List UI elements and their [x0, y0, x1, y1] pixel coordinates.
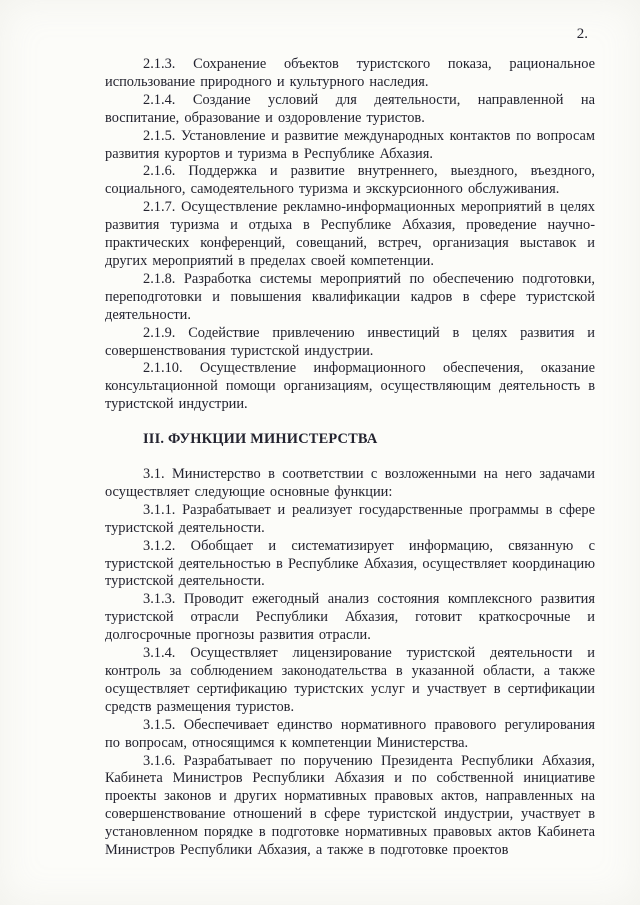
paragraph: 3.1.6. Разрабатывает по поручению Президента Республики Абхазия, Кабинета Министров Республики Абхазия и по собственной инициативе проекты законов и других нормативных правовых актов, направленных на совершенствование отношений в сфере туристской индустрии, участвует в установленном порядке в подготовке нормативных правовых актов Кабинета Министров Республики Абхазия, а также в подготовке проектов — [105, 752, 595, 859]
paragraph: 3.1.1. Разрабатывает и реализует государственные программы в сфере туристской деятельности. — [105, 501, 595, 536]
paragraph: 2.1.5. Установление и развитие международных контактов по вопросам развития курортов и туризма в Республике Абхазия. — [105, 127, 595, 162]
paragraph: 3.1.2. Обобщает и систематизирует информацию, связанную с туристской деятельностью в Республике Абхазия, осуществляет координацию туристской деятельности. — [105, 537, 595, 590]
paragraph: 2.1.8. Разработка системы мероприятий по обеспечению подготовки, переподготовки и повышения квалификации кадров в сфере туристской деятельности. — [105, 270, 595, 323]
paragraph: 3.1.5. Обеспечивает единство нормативного правового регулирования по вопросам, относящимся к компетенции Министерства. — [105, 716, 595, 751]
paragraph: 2.1.3. Сохранение объектов туристского показа, рациональное использование природного и культурного наследия. — [105, 56, 595, 90]
paragraph: 3.1.3. Проводит ежегодный анализ состояния комплексного развития туристской отрасли Республики Абхазия, готовит краткосрочные и долгосрочные прогнозы развития отрасли. — [105, 591, 595, 644]
paragraph: 2.1.9. Содействие привлечению инвестиций в целях развития и совершенствования туристской индустрии. — [105, 324, 595, 359]
paragraph: 3.1.4. Осуществляет лицензирование туристской деятельности и контроль за соблюдением законодательства в указанной области, а также осуществляет сертификацию туристских услуг и участвует в сертификации средств размещения туристов. — [105, 645, 595, 715]
paragraph: 3.1. Министерство в соответствии с возложенными на него задачами осуществляет следующие основные функции: — [105, 466, 595, 500]
section-heading: III. ФУНКЦИИ МИНИСТЕРСТВА — [143, 431, 378, 448]
document-content — [105, 56, 595, 860]
paragraph: 2.1.7. Осуществление рекламно-информационных мероприятий в целях развития туризма и отдыха в Республике Абхазия, проведение научно-практических конференций, совещаний, встреч, организация выставок и других мероприятий в пределах своей компетенции. — [105, 199, 595, 269]
paragraph: 2.1.4. Создание условий для деятельности, направленной на воспитание, образование и оздоровление туристов. — [105, 91, 595, 126]
paragraph: 2.1.6. Поддержка и развитие внутреннего, выездного, въездного, социального, самодеятельного туризма и экскурсионного обслуживания. — [105, 163, 595, 198]
paragraph: 2.1.10. Осуществление информационного обеспечения, оказание консультационной помощи организациям, осуществляющим деятельность в туристской индустрии. — [105, 360, 595, 413]
page-number: 2. — [576, 26, 588, 42]
